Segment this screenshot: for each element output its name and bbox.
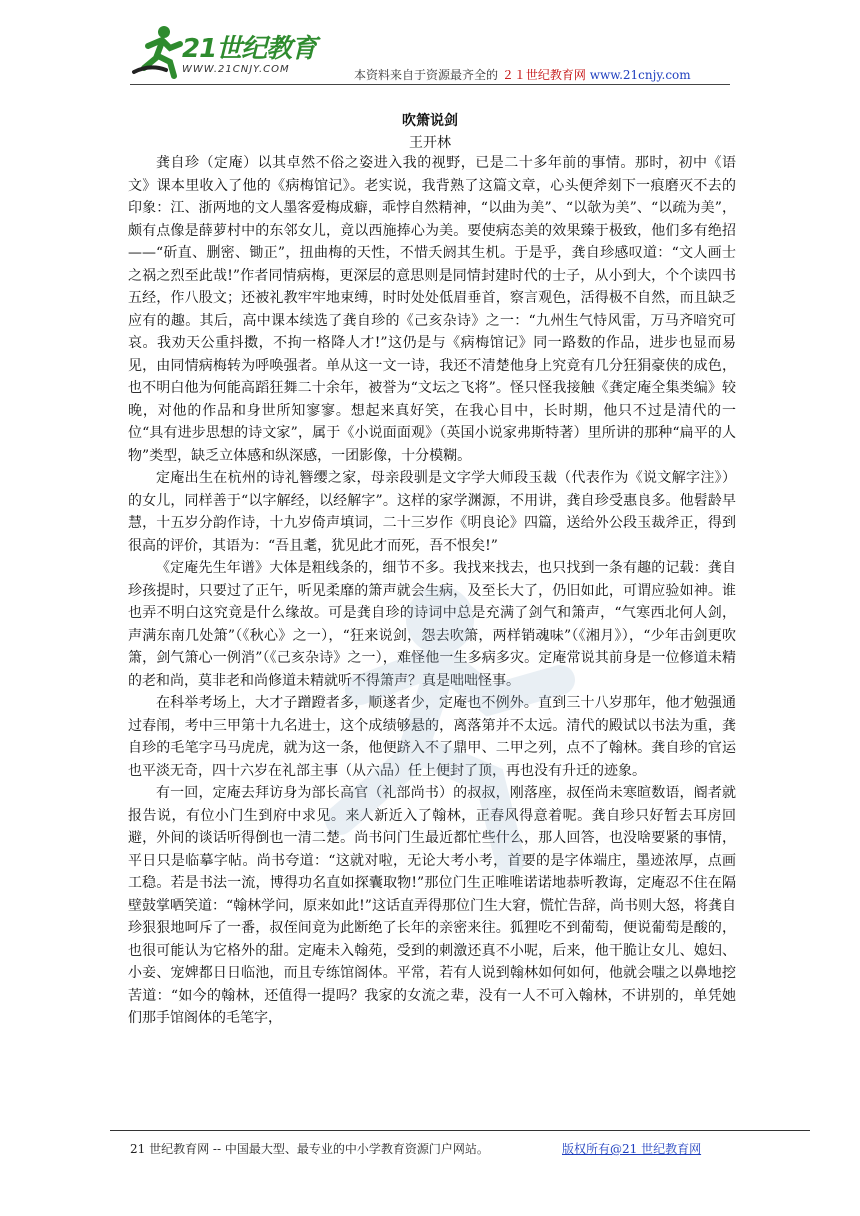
running-figure-icon bbox=[130, 24, 190, 80]
header-note-site[interactable]: ２１世纪教育网 bbox=[501, 68, 586, 82]
paragraph: 有一回，定庵去拜访身为部长高官（礼部尚书）的叔叔，刚落座，叔侄尚未寒暄数语，阍者就报告说，有位小门生到府中求见。来人新近入了翰林，正春风得意着呢。龚自珍只好暂去耳房回避，外间的谈话听得倒也一清二楚。尚书问门生最近都忙些什么，那人回答，也没啥要紧的事情，平日只是临摹字帖。尚书夸道：“这就对啦，无论大考小考，首要的是字体端庄，墨迹浓厚，点画工稳。若是书法一流，博得功名直如探囊取物!”那位门生正唯唯诺诺地恭听教诲，定庵忍不住在隔壁鼓掌哂笑道：“翰林学问，原来如此!”这话直弄得那位门生大窘，慌忙告辞，尚书则大怒，将龚自珍狠狠地呵斥了一番，叔侄间竟为此断绝了长年的亲密来往。狐狸吃不到葡萄，便说葡萄是酸的，也很可能认为它格外的甜。定庵未入翰苑，受到的刺激还真不小呢，后来，他干脆让女儿、媳妇、小妾、宠婢都日日临池，而且专练馆阁体。平常，若有人说到翰林如何如何，他就会嗤之以鼻地挖苦道：“如今的翰林，还值得一提吗？我家的女流之辈，没有一人不可入翰林，不讲别的，单凭她们那手馆阁体的毛笔字， bbox=[128, 785, 736, 1026]
paragraph: 在科举考场上，大才子蹭蹬者多，顺遂者少，定庵也不例外。直到三十八岁那年，他才勉强通过春闱，考中三甲第十九名进士，这个成绩够悬的，离落第并不太远。清代的殿试以书法为重，龚自珍的毛笔字马马虎虎，就为这一条，他便跻入不了鼎甲、二甲之列，点不了翰林。龚自珍的官运也平淡无奇，四十六岁在礼部主事（从六品）任上便封了顶，再也没有升迁的迹象。 bbox=[128, 695, 736, 779]
footer-site-text: 21 世纪教育网 -- 中国最大型、最专业的中小学教育资源门户网站。 bbox=[130, 1142, 489, 1156]
header-source-note bbox=[354, 66, 691, 83]
footer-divider bbox=[110, 1130, 810, 1131]
article-title: 吹箫说剑 bbox=[402, 113, 458, 129]
footer-copyright-link[interactable]: 版权所有@21 世纪教育网 bbox=[562, 1142, 702, 1156]
article-body bbox=[128, 152, 736, 1030]
header-divider bbox=[130, 84, 730, 85]
paragraph: 定庵出生在杭州的诗礼簪缨之家，母亲段驯是文字学大师段玉裁（代表作为《说文解字注》）的女儿，同样善于“以字解经，以经解字”。这样的家学渊源，不用讲，龚自珍受惠良多。他髫龄早慧，十五岁分韵作诗，十九岁倚声填词，二十三岁作《明良论》四篇，送给外公段玉裁斧正，得到很高的评价，其语为：“吾且耄，犹见此才而死，吾不恨矣!” bbox=[128, 470, 736, 554]
page-header bbox=[0, 0, 860, 90]
logo-text: 21世纪教育 bbox=[182, 34, 317, 64]
article-author: 王开林 bbox=[409, 135, 451, 151]
paragraph: 龚自珍（定庵）以其卓然不俗之姿进入我的视野，已是二十多年前的事情。那时，初中《语文》课本里收入了他的《病梅馆记》。老实说，我背熟了这篇文章，心头便斧刻下一痕磨灭不去的印象：江、浙两地的文人墨客爱梅成癖，乖悖自然精神，“以曲为美”、“以欹为美”、“以疏为美”，颇有点像是薛萝村中的东邻女儿，竟以西施捧心为美。要使病态美的效果臻于极致，他们多有绝招——“斫直、删密、锄正”，扭曲梅的天性，不惜夭阏其生机。于是乎，龚自珍感叹道：“文人画士之祸之烈至此哉!”作者同情病梅，更深层的意思则是同情封建时代的士子，从小到大，个个读四书五经，作八股文；还被礼教牢牢地束缚，时时处处低眉垂首，察言观色，活得极不自然，而且缺乏应有的趣。其后，高中课本续选了龚自珍的《己亥杂诗》之一：“九州生气恃风雷，万马齐喑究可哀。我劝天公重抖擞，不拘一格降人才!”这仍是与《病梅馆记》同一路数的作品，进步也显而易见，由同情病梅转为呼唤强者。单从这一文一诗，我还不清楚他身上究竟有几分狂狷豪侠的成色，也不明白他为何能高蹈狂舞二十余年，被誉为“文坛之飞将”。怪只怪我接触《龚定庵全集类编》较晚，对他的作品和身世所知寥寥。想起来真好笑，在我心目中，长时期，他只不过是清代的一位“具有进步思想的诗文家”，属于《小说面面观》（英国小说家弗斯特著）里所讲的那种“扁平的人物”类型，缺乏立体感和纵深感，一团影像，十分模糊。 bbox=[128, 155, 736, 464]
site-logo bbox=[130, 24, 330, 84]
header-note-url[interactable]: www.21cnjy.com bbox=[589, 68, 691, 82]
header-note-prefix: 本资料来自于资源最齐全的 bbox=[354, 68, 499, 82]
paragraph: 《定庵先生年谱》大体是粗线条的，细节不多。我找来找去，也只找到一条有趣的记载：龚自珍孩提时，只要过了正午，听见柔靡的箫声就会生病，及至长大了，仍旧如此，可谓应验如神。谁也弄不明白这究竟是什么缘故。可是龚自珍的诗词中总是充满了剑气和箫声，“气寒西北何人剑，声满东南几处箫”（《秋心》之一），“狂来说剑，怨去吹箫，两样销魂味”（《湘月》），“少年击剑更吹箫，剑气箫心一例消”（《己亥杂诗》之一），难怪他一生多病多灾。定庵常说其前身是一位修道未精的老和尚，莫非老和尚修道未精就听不得箫声？真是咄咄怪事。 bbox=[128, 560, 736, 689]
logo-url: WWW.21CNJY.COM bbox=[182, 64, 290, 75]
